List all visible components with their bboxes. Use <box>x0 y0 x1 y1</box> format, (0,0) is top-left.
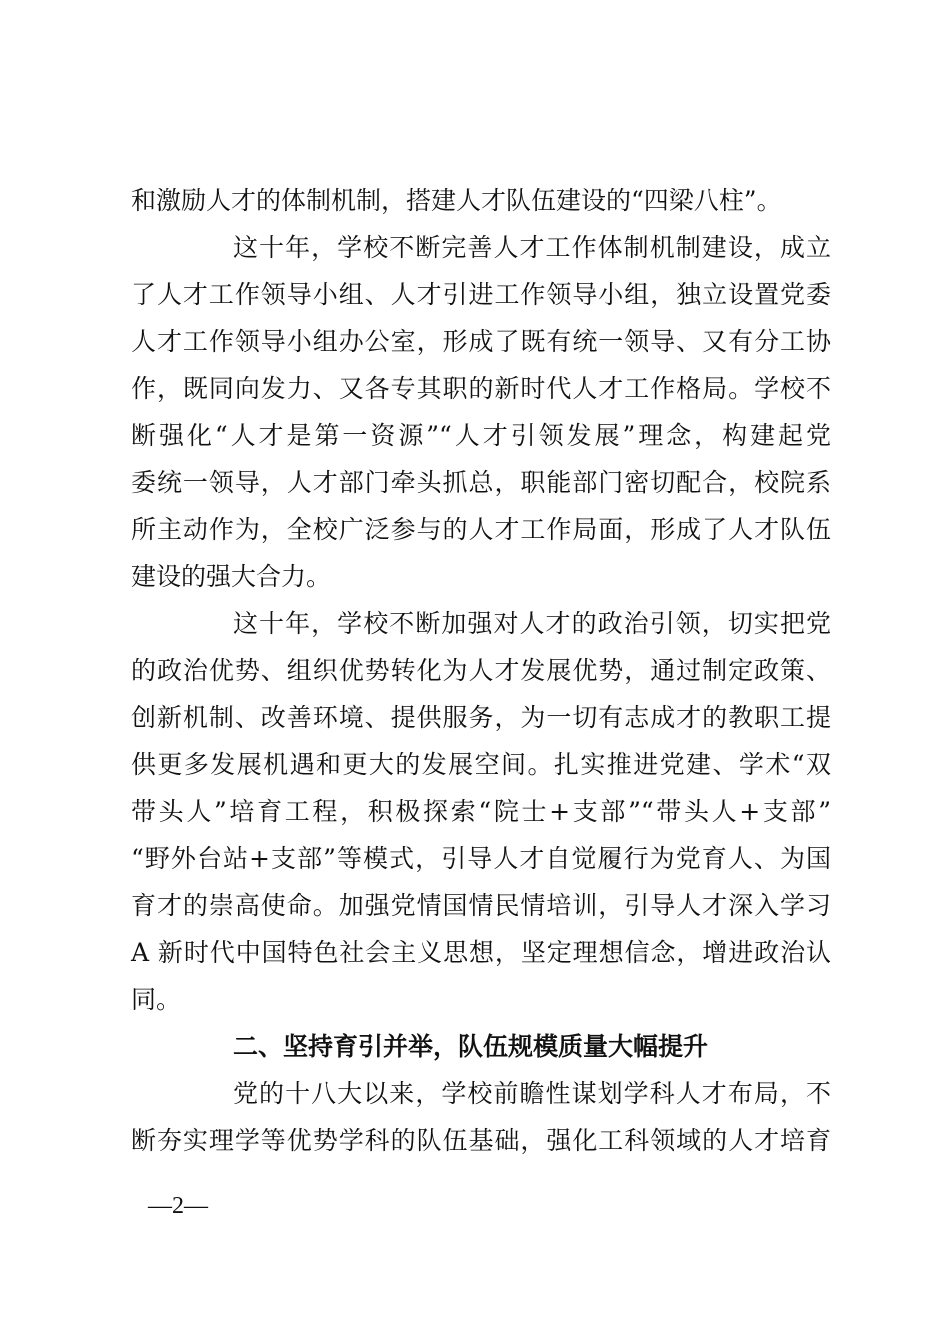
text-line: “野外台站+支部”等模式，引导人才自觉履行为党育人、为国 <box>131 844 831 873</box>
text-line: 人才工作领导小组办公室，形成了既有统一领导、又有分工协 <box>131 327 831 356</box>
text-line: 创新机制、改善环境、提供服务，为一切有志成才的教职工提 <box>131 703 831 732</box>
text-line: 作，既同向发力、又各专其职的新时代人才工作格局。学校不 <box>131 374 831 403</box>
text-line: 建设的强大合力。 <box>131 562 332 591</box>
text-line: 党的十八大以来，学校前瞻性谋划学科人才布局，不 <box>233 1079 831 1108</box>
section-heading: 二、坚持育引并举，队伍规模质量大幅提升 <box>233 1032 709 1061</box>
text-line: 这十年，学校不断完善人才工作体制机制建设，成立 <box>233 233 831 262</box>
text-line: 同。 <box>131 985 182 1014</box>
text-line: 了人才工作领导小组、人才引进工作领导小组，独立设置党委 <box>131 280 831 309</box>
text-line: 供更多发展机遇和更大的发展空间。扎实推进党建、学术“双 <box>131 750 831 779</box>
text-line: 断夯实理学等优势学科的队伍基础，强化工科领域的人才培育 <box>131 1126 831 1155</box>
page-number: —2— <box>148 1193 208 1219</box>
text-line: 委统一领导，人才部门牵头抓总，职能部门密切配合，校院系 <box>131 468 831 497</box>
text-line: 带头人”培育工程，积极探索“院士+支部”“带头人+支部” <box>131 797 831 826</box>
text-line: 的政治优势、组织优势转化为人才发展优势，通过制定政策、 <box>131 656 831 685</box>
text-line: 断强化“人才是第一资源”“人才引领发展”理念，构建起党 <box>131 421 831 450</box>
text-line: 育才的崇高使命。加强党情国情民情培训，引导人才深入学习 <box>131 891 831 920</box>
text-line: 所主动作为，全校广泛参与的人才工作局面，形成了人才队伍 <box>131 515 831 544</box>
text-line: 和激励人才的体制机制，搭建人才队伍建设的“四梁八柱”。 <box>131 186 782 215</box>
text-line: A 新时代中国特色社会主义思想，坚定理想信念，增进政治认 <box>131 938 831 967</box>
text-line: 这十年，学校不断加强对人才的政治引领，切实把党 <box>233 609 831 638</box>
